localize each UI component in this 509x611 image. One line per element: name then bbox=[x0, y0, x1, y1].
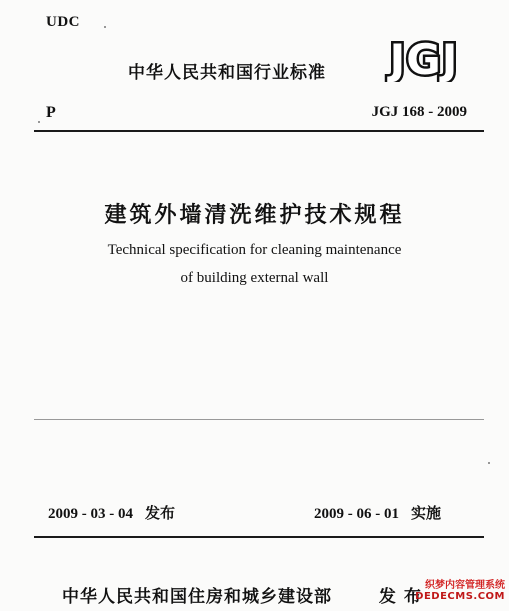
title-english-line1: Technical specification for cleaning maintenance bbox=[107, 242, 402, 258]
implementation-date-label: 实施 bbox=[411, 504, 442, 522]
issue-date-label: 发布 bbox=[145, 504, 176, 522]
title-chinese: 建筑外墙清洗维护技术规程 bbox=[104, 203, 405, 228]
issue-date-value: 2009 - 03 - 04 bbox=[48, 506, 133, 522]
speck-dot bbox=[488, 462, 490, 464]
standard-number: JGJ 168 - 2009 bbox=[371, 104, 467, 120]
publisher-name bbox=[62, 582, 422, 607]
watermark-line1: 织梦内容管理系统 bbox=[425, 580, 505, 591]
speck-dot bbox=[38, 121, 40, 123]
publisher-tail: 发 布 bbox=[378, 587, 422, 607]
speck-dot bbox=[104, 26, 106, 28]
issue-date bbox=[48, 502, 175, 523]
watermark-line2: DEDECMS.COM bbox=[415, 591, 505, 602]
implementation-date-value: 2009 - 06 - 01 bbox=[314, 506, 399, 522]
jgj-logo bbox=[378, 34, 470, 82]
publisher-name-text: 中华人民共和国住房和城乡建设部 bbox=[62, 587, 332, 607]
header-divider bbox=[34, 130, 484, 132]
industry-standard-label: 中华人民共和国行业标准 bbox=[128, 63, 326, 83]
title-english-line2: of building external wall bbox=[180, 270, 329, 286]
jgj-logo-text: JGJ bbox=[389, 35, 459, 82]
udc-label: UDC bbox=[46, 14, 80, 30]
middle-divider bbox=[34, 419, 484, 420]
footer-divider bbox=[34, 536, 484, 538]
watermark bbox=[400, 574, 509, 611]
implementation-date bbox=[314, 502, 441, 523]
category-code: P bbox=[46, 104, 56, 121]
